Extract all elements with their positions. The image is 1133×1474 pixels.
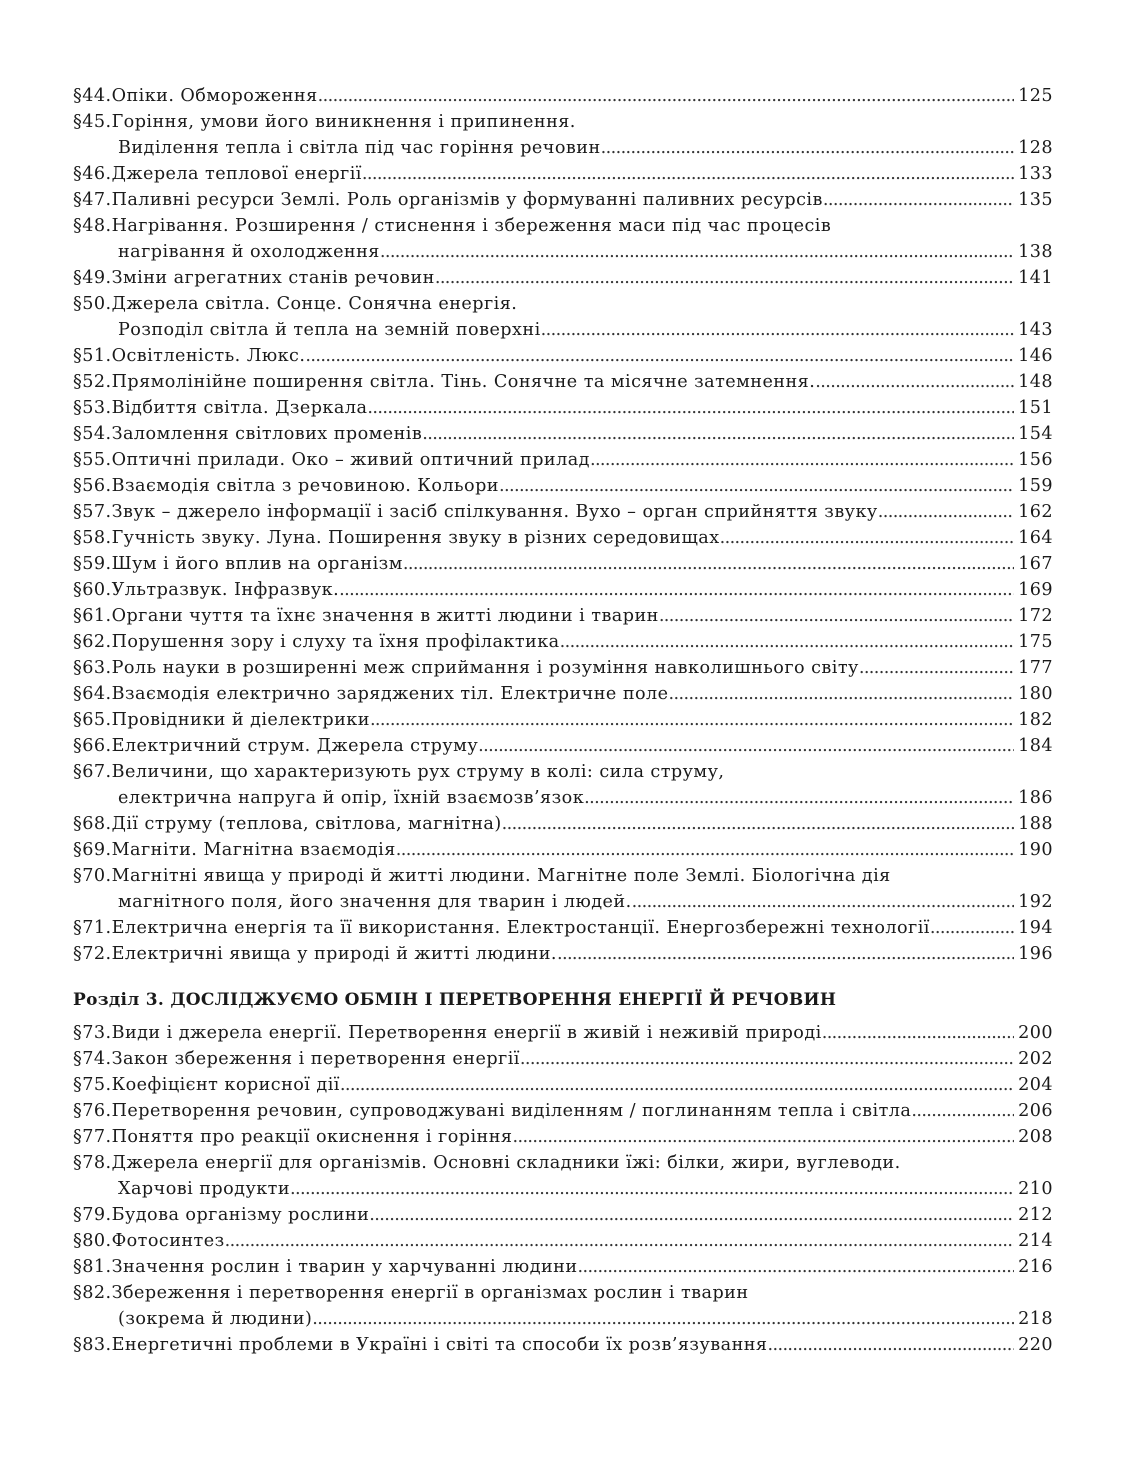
toc-entry [73,525,1053,551]
page-number: 218 [1018,1309,1053,1329]
dot-leader [823,187,1014,213]
dot-leader [541,317,1014,343]
page-number: 164 [1018,528,1053,548]
paragraph-number: §72. [73,944,112,964]
paragraph-title: електрична напруга й опір, їхній взаємозв’язок [118,788,585,808]
toc-entry-line [73,733,1053,759]
paragraph-title: Магніти. Магнітна взаємодія [111,840,396,860]
paragraph-number: §80. [73,1231,112,1251]
toc-entry [73,447,1053,473]
toc-entry [73,1228,1053,1254]
dot-leader [590,447,1014,473]
paragraph-title: Опіки. Обмороження [111,86,318,106]
toc-entry-line [73,421,1053,447]
toc-entry-continuation [73,317,1053,343]
toc-entry [73,681,1053,707]
page-number: 202 [1018,1049,1053,1069]
dot-leader [560,629,1014,655]
toc-entry [73,473,1053,499]
toc-entry-continuation [73,1176,1053,1202]
page-number: 208 [1018,1127,1053,1147]
toc-entry-line [73,1046,1053,1072]
dot-leader [520,1046,1014,1072]
page-number: 151 [1018,398,1053,418]
toc-entry [73,1098,1053,1124]
paragraph-title: магнітного поля, його значення для тварин і людей. [118,892,632,912]
toc-entry-line [73,525,1053,551]
paragraph-number: §59. [73,554,112,574]
toc-entry-line [73,213,1053,239]
toc-entry-line [73,369,1053,395]
dot-leader [339,577,1014,603]
page-number: 196 [1018,944,1053,964]
toc-entry-line [73,681,1053,707]
paragraph-title: нагрівання й охолодження [118,242,380,262]
toc-entry-continuation [73,785,1053,811]
toc-entry-line [73,1332,1053,1358]
dot-leader [859,655,1014,681]
paragraph-number: §82. [73,1283,112,1303]
toc-entry [73,1280,1053,1332]
toc-entry-line [73,187,1053,213]
page-number: 216 [1018,1257,1053,1277]
dot-leader [435,265,1014,291]
dot-leader [669,681,1015,707]
paragraph-number: §58. [73,528,112,548]
dot-leader [584,785,1014,811]
paragraph-title: Роль науки в розширенні меж сприймання і розуміння навколишнього світу [111,658,859,678]
paragraph-number: §63. [73,658,112,678]
paragraph-number: §62. [73,632,112,652]
paragraph-number: §61. [73,606,112,626]
toc-entry-line [73,1202,1053,1228]
paragraph-number: §51. [73,346,112,366]
paragraph-title: Гучність звуку. Луна. Поширення звуку в різних середовищах [111,528,720,548]
paragraph-title: Взаємодія електрично заряджених тіл. Електричне поле [111,684,669,704]
toc-entry [73,343,1053,369]
toc-entry [73,1020,1053,1046]
paragraph-title: Оптичні прилади. Око – живий оптичний прилад [111,450,590,470]
dot-leader [502,811,1014,837]
paragraph-title: Звук – джерело інформації і засіб спілкування. Вухо – орган сприйняття звуку [111,502,878,522]
dot-leader [290,1176,1014,1202]
page-number: 135 [1018,190,1053,210]
paragraph-title: Виділення тепла і світла під час горіння речовин [118,138,601,158]
toc-entry [73,811,1053,837]
toc-entry-line [73,1280,1053,1306]
paragraph-title: Відбиття світла. Дзеркала [111,398,368,418]
paragraph-title: (зокрема й людини) [118,1309,313,1329]
page-number: 133 [1018,164,1053,184]
page-number: 159 [1018,476,1053,496]
paragraph-number: §66. [73,736,112,756]
toc-entry-line [73,837,1053,863]
page-number: 162 [1018,502,1053,522]
toc-entry [73,915,1053,941]
dot-leader [601,135,1014,161]
page-number: 214 [1018,1231,1053,1251]
paragraph-title: Органи чуття та їхнє значення в житті людини і тварин [111,606,659,626]
page-number: 206 [1018,1101,1053,1121]
toc-entry-line [73,1020,1053,1046]
paragraph-number: §46. [73,164,112,184]
paragraph-number: §75. [73,1075,112,1095]
toc-entry-line [73,83,1053,109]
toc-entry [73,1150,1053,1202]
dot-leader [367,395,1014,421]
dot-leader [815,369,1014,395]
page-number: 184 [1018,736,1053,756]
paragraph-title: Горіння, умови його виникнення і припинення. [111,112,576,132]
paragraph-title: Освітленість. Люкс. [111,346,306,366]
toc-entry-line [73,1098,1053,1124]
paragraph-number: §67. [73,762,112,782]
dot-leader [632,889,1014,915]
toc-entry-line [73,447,1053,473]
paragraph-number: §54. [73,424,112,444]
paragraph-number: §71. [73,918,112,938]
paragraph-number: §44. [73,86,112,106]
toc-entry [73,863,1053,915]
toc-entry-line [73,161,1053,187]
dot-leader [422,421,1014,447]
dot-leader [911,1098,1014,1124]
toc-entry-line [73,109,1053,135]
paragraph-title: Електричні явища у природі й житті людини. [111,944,557,964]
toc-entry-line [73,395,1053,421]
toc-entry-line [73,707,1053,733]
paragraph-number: §70. [73,866,112,886]
page-number: 212 [1018,1205,1053,1225]
toc-entry [73,577,1053,603]
paragraph-number: §56. [73,476,112,496]
paragraph-title: Прямолінійне поширення світла. Тінь. Сонячне та місячне затемнення. [111,372,816,392]
paragraph-number: §69. [73,840,112,860]
toc-entry [73,369,1053,395]
dot-leader [370,707,1014,733]
dot-leader [340,1072,1014,1098]
toc-entry [73,1254,1053,1280]
paragraph-title: Будова організму рослини [111,1205,370,1225]
toc-entry-continuation [73,239,1053,265]
paragraph-title: Коефіцієнт корисної дії [111,1075,340,1095]
toc-entry [73,187,1053,213]
paragraph-number: §76. [73,1101,112,1121]
dot-leader [930,915,1014,941]
paragraph-number: §45. [73,112,112,132]
paragraph-title: Розподіл світла й тепла на земній поверхні [118,320,541,340]
dot-leader [403,551,1014,577]
page-number: 169 [1018,580,1053,600]
toc-entry-line [73,291,1053,317]
page-number: 175 [1018,632,1053,652]
dot-leader [225,1228,1014,1254]
page-number: 180 [1018,684,1053,704]
paragraph-number: §73. [73,1023,112,1043]
paragraph-number: §78. [73,1153,112,1173]
paragraph-title: Харчові продукти [118,1179,291,1199]
paragraph-number: §47. [73,190,112,210]
paragraph-number: §79. [73,1205,112,1225]
paragraph-title: Нагрівання. Розширення / стиснення і збереження маси під час процесів [111,216,832,236]
toc-entry [73,837,1053,863]
dot-leader [362,161,1014,187]
paragraph-number: §57. [73,502,112,522]
paragraph-number: §52. [73,372,112,392]
toc-entry [73,499,1053,525]
toc-page [73,83,1053,1358]
paragraph-title: Провідники й діелектрики [111,710,370,730]
toc-entry-line [73,655,1053,681]
page-number: 154 [1018,424,1053,444]
toc-entry [73,1332,1053,1358]
toc-entry-line [73,1072,1053,1098]
paragraph-title: Джерела теплової енергії [111,164,362,184]
toc-entry [73,1046,1053,1072]
paragraph-number: §68. [73,814,112,834]
toc-entry [73,421,1053,447]
paragraph-title: Магнітні явища у природі й житті людини. Магнітне поле Землі. Біологічна дія [111,866,891,886]
page-number: 143 [1018,320,1053,340]
page-number: 186 [1018,788,1053,808]
toc-entry-line [73,473,1053,499]
toc-list-part1 [73,83,1053,967]
toc-entry-line [73,343,1053,369]
page-number: 167 [1018,554,1053,574]
paragraph-title: Види і джерела енергії. Перетворення енергії в живій і неживій природі [111,1023,822,1043]
paragraph-title: Закон збереження і перетворення енергії [111,1049,520,1069]
paragraph-number: §48. [73,216,112,236]
paragraph-title: Поняття про реакції окиснення і горіння [111,1127,513,1147]
toc-entry [73,1124,1053,1150]
paragraph-title: Зміни агрегатних станів речовин [111,268,435,288]
dot-leader [720,525,1014,551]
dot-leader [512,1124,1014,1150]
paragraph-number: §83. [73,1335,112,1355]
page-number: 138 [1018,242,1053,262]
paragraph-title: Перетворення речовин, супроводжувані виділенням / поглинанням тепла і світла [111,1101,912,1121]
dot-leader [305,343,1014,369]
page-number: 141 [1018,268,1053,288]
paragraph-title: Значення рослин і тварин у харчуванні людини [111,1257,578,1277]
section-3-heading: Розділ 3. ДОСЛІДЖУЄМО ОБМІН І ПЕРЕТВОРЕННЯ ЕНЕРГІЇ Й РЕЧОВИН [73,990,837,1010]
toc-entry [73,265,1053,291]
toc-entry-line [73,1254,1053,1280]
toc-entry [73,759,1053,811]
toc-entry [73,551,1053,577]
dot-leader [369,1202,1014,1228]
page-number: 125 [1018,86,1053,106]
dot-leader [396,837,1014,863]
paragraph-title: Паливні ресурси Землі. Роль організмів у формуванні паливних ресурсів [111,190,823,210]
paragraph-number: §77. [73,1127,112,1147]
dot-leader [478,733,1014,759]
toc-entry-line [73,863,1053,889]
paragraph-title: Збереження і перетворення енергії в організмах рослин і тварин [111,1283,749,1303]
paragraph-number: §65. [73,710,112,730]
toc-entry [73,733,1053,759]
page-number: 148 [1018,372,1053,392]
dot-leader [380,239,1014,265]
page-number: 204 [1018,1075,1053,1095]
paragraph-number: §81. [73,1257,112,1277]
toc-entry-line [73,1124,1053,1150]
page-number: 128 [1018,138,1053,158]
toc-entry-line [73,1150,1053,1176]
page-number: 182 [1018,710,1053,730]
dot-leader [878,499,1014,525]
dot-leader [318,83,1014,109]
paragraph-number: §49. [73,268,112,288]
toc-entry [73,1072,1053,1098]
page-number: 177 [1018,658,1053,678]
dot-leader [499,473,1014,499]
toc-entry-line [73,759,1053,785]
toc-entry [73,291,1053,343]
toc-entry [73,395,1053,421]
paragraph-title: Ультразвук. Інфразвук. [111,580,340,600]
paragraph-number: §74. [73,1049,112,1069]
toc-entry-continuation [73,135,1053,161]
toc-entry [73,629,1053,655]
toc-entry [73,213,1053,265]
paragraph-title: Порушення зору і слуху та їхня профілактика [111,632,560,652]
paragraph-title: Заломлення світлових променів [111,424,423,444]
paragraph-number: §53. [73,398,112,418]
page-number: 210 [1018,1179,1053,1199]
paragraph-title: Взаємодія світла з речовиною. Кольори [111,476,499,496]
toc-entry-line [73,1228,1053,1254]
page-number: 190 [1018,840,1053,860]
page-number: 156 [1018,450,1053,470]
toc-entry-line [73,811,1053,837]
paragraph-title: Електричний струм. Джерела струму [111,736,479,756]
paragraph-title: Дії струму (теплова, світлова, магнітна) [111,814,502,834]
toc-entry-line [73,603,1053,629]
paragraph-title: Джерела енергії для організмів. Основні складники їжі: білки, жири, вуглеводи. [111,1153,901,1173]
paragraph-number: §50. [73,294,112,314]
paragraph-title: Електрична енергія та її використання. Електростанції. Енергозбережні технології [111,918,930,938]
toc-entry [73,1202,1053,1228]
toc-entry-line [73,915,1053,941]
dot-leader [312,1306,1014,1332]
page-number: 172 [1018,606,1053,626]
paragraph-title: Шум і його вплив на організм [111,554,403,574]
toc-entry-line [73,629,1053,655]
page-number: 220 [1018,1335,1053,1355]
paragraph-title: Джерела світла. Сонце. Сонячна енергія. [111,294,518,314]
dot-leader [578,1254,1015,1280]
page-number: 146 [1018,346,1053,366]
page-number: 188 [1018,814,1053,834]
toc-entry-line [73,577,1053,603]
toc-entry [73,941,1053,967]
toc-entry [73,83,1053,109]
dot-leader [659,603,1014,629]
dot-leader [557,941,1014,967]
dot-leader [822,1020,1014,1046]
toc-list-part2 [73,1020,1053,1358]
paragraph-title: Енергетичні проблеми в Україні і світі та способи їх розв’язування [111,1335,768,1355]
page-number: 200 [1018,1023,1053,1043]
toc-entry-line [73,499,1053,525]
toc-entry [73,603,1053,629]
toc-entry-continuation [73,889,1053,915]
toc-entry [73,655,1053,681]
paragraph-number: §60. [73,580,112,600]
toc-entry-line [73,941,1053,967]
toc-entry-line [73,551,1053,577]
paragraph-title: Фотосинтез [111,1231,225,1251]
paragraph-number: §55. [73,450,112,470]
toc-entry-continuation [73,1306,1053,1332]
page-number: 194 [1018,918,1053,938]
toc-entry [73,707,1053,733]
toc-entry-line [73,265,1053,291]
page-number: 192 [1018,892,1053,912]
dot-leader [767,1332,1014,1358]
toc-entry [73,109,1053,161]
paragraph-number: §64. [73,684,112,704]
paragraph-title: Величини, що характеризують рух струму в колі: сила струму, [111,762,725,782]
toc-entry [73,161,1053,187]
